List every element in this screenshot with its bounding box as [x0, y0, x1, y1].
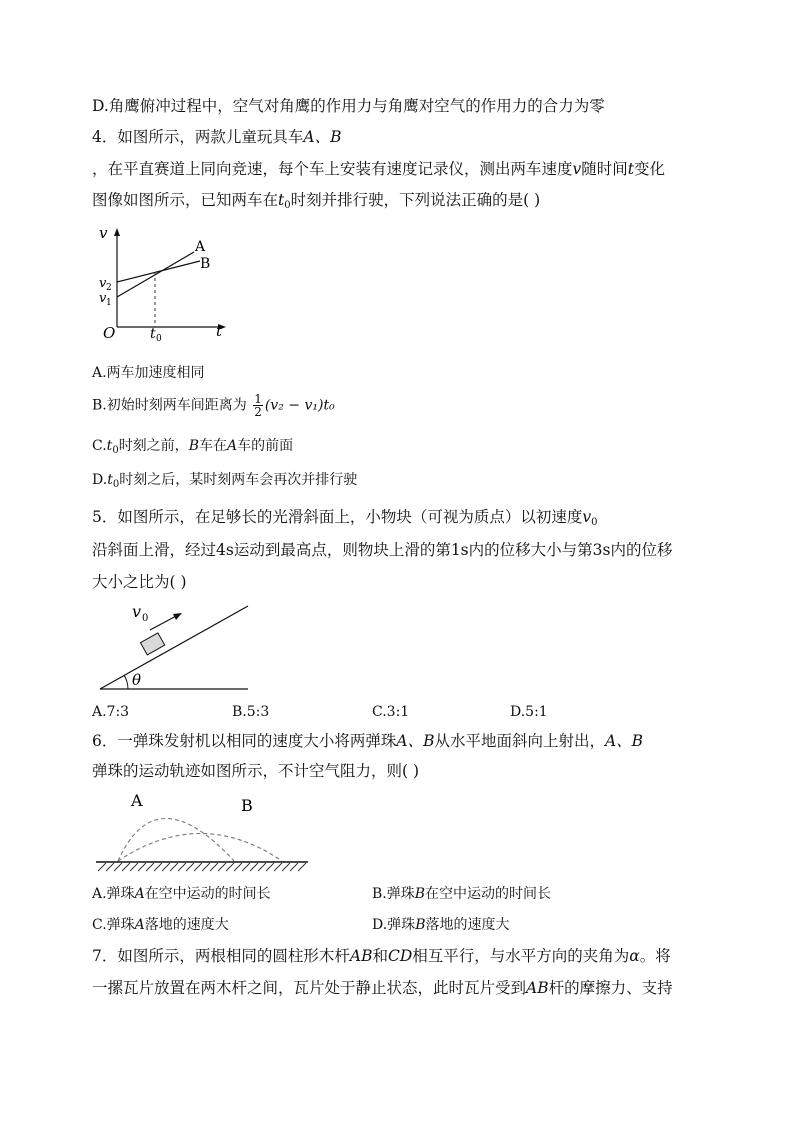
q5-stem-line1: [92, 507, 598, 533]
option-text: C.弹珠: [92, 917, 135, 933]
origin-label: O: [103, 324, 116, 342]
frac-num: 1: [254, 392, 262, 406]
t0-label: t: [150, 326, 156, 342]
v2-label: v: [99, 276, 107, 291]
q7-stem-line1: [92, 946, 671, 966]
q4-vars: A、B: [303, 128, 342, 146]
q7-var: AB: [526, 979, 549, 997]
q4-text: ，在平直赛道上同向竞速，每个车上安装有速度记录仪，测出两车速度: [92, 160, 573, 178]
option-text: 车在: [198, 438, 227, 454]
option-text: D.弹珠: [372, 917, 416, 933]
q6-trajectory-figure: [96, 786, 310, 876]
q4-var-t0: t: [278, 191, 285, 209]
theta-label: θ: [132, 671, 142, 689]
q4-option-a: A.两车加速度相同: [92, 365, 205, 381]
q5-text: 5．如图所示，在足够长的光滑斜面上，小物块（可视为质点）以初速度: [92, 508, 583, 526]
q4-text: 变化: [634, 160, 666, 178]
option-text: C.: [92, 438, 107, 454]
q4-option-c: [92, 436, 293, 461]
v-axis-arrow-icon: [114, 228, 120, 236]
ground-hatch: [98, 863, 306, 871]
sub: 0: [112, 445, 119, 456]
option-text: B.初始时刻两车间距离为: [92, 397, 247, 414]
var: B: [415, 917, 426, 933]
frac-den: 2: [254, 405, 262, 419]
q4-option-b: [92, 393, 335, 418]
q4-stem-line1: [92, 127, 341, 147]
q7-stem-line2: [92, 978, 673, 998]
q4-text: 随时间: [581, 160, 628, 178]
velocity-arrow: [150, 615, 178, 630]
sub: 0: [591, 517, 598, 528]
q6-vars: A、B: [396, 732, 435, 750]
option-text: 车的前面: [237, 438, 294, 454]
q5-stem-line3: 大小之比为( ): [92, 573, 187, 591]
q5-option-d: D.5:1: [510, 704, 548, 720]
q5-option-a: A.7:3: [92, 704, 130, 720]
v1-sub: 1: [106, 298, 112, 308]
var: A: [134, 886, 145, 902]
q6-text: 从水平地面斜向上射出，: [434, 732, 605, 750]
option-text: 时刻之后，某时刻两车会再次并排行驶: [119, 472, 358, 488]
var-t: t: [107, 472, 113, 488]
incline-line: [100, 606, 248, 689]
q4-stem-line2: [92, 159, 665, 179]
q5-option-c: C.3:1: [372, 704, 410, 720]
var: A: [134, 917, 145, 933]
option-text: B.弹珠: [372, 886, 415, 902]
var-a: A: [226, 438, 238, 454]
q4-stem-text: 4．如图所示，两款儿童玩具车: [92, 128, 304, 146]
q6-vars: A、B: [604, 732, 644, 750]
block: [140, 633, 164, 655]
q6-stem-line1: [92, 731, 643, 751]
q4-sub: 0: [284, 200, 291, 211]
axis-v-label: v: [99, 224, 108, 242]
q4-text: 时刻并排行驶，下列说法正确的是( ): [290, 191, 541, 209]
q4-stem-line3: [92, 190, 540, 216]
sub: 0: [112, 479, 120, 490]
q7-var: AB: [349, 947, 373, 965]
angle-arc: [124, 675, 128, 689]
option-text: 落地的速度大: [144, 917, 229, 933]
option-text: A.弹珠: [92, 886, 135, 902]
q3-option-d: D.角鹰俯冲过程中，空气对角鹰的作用力与角鹰对空气的作用力的合力为零: [92, 97, 605, 115]
var-b: B: [188, 438, 199, 454]
q4-vt-graph: [92, 222, 242, 342]
q6-text: 6．一弹珠发射机以相同的速度大小将两弹珠: [92, 732, 397, 750]
q7-text: 杆的摩擦力、支持: [548, 979, 673, 997]
v0-sub: 0: [142, 613, 149, 624]
option-expr: (v₂ − v₁)t₀: [264, 397, 335, 414]
q4-option-d: [92, 470, 357, 495]
v2-sub: 2: [106, 283, 112, 293]
q4-text: 图像如图所示，已知两车在: [92, 191, 279, 209]
q6-option-a: [92, 884, 271, 904]
q5-stem-line2: 沿斜面上滑，经过4s运动到最高点，则物块上滑的第1s内的位移大小与第3s内的位移: [92, 541, 673, 559]
trajectory-a: [118, 819, 234, 862]
q4-var-v: v: [572, 160, 582, 178]
var-t: t: [106, 438, 113, 454]
q6-option-c: [92, 915, 229, 935]
q5-option-b: B.5:3: [232, 704, 270, 720]
q7-text: 相互平行，与水平方向的夹角为: [412, 947, 630, 965]
option-text: 落地的速度大: [425, 917, 510, 933]
q4-var-t: t: [627, 160, 635, 178]
q7-text: 和: [372, 947, 388, 965]
q7-var: α: [629, 947, 640, 965]
q7-var: CD: [387, 947, 413, 965]
v0-label: v: [132, 602, 142, 621]
trajectory-a-label: A: [131, 791, 143, 810]
line-a-label: A: [195, 239, 206, 255]
trajectory-b: [118, 834, 282, 862]
var: B: [414, 886, 426, 902]
fraction-half: [253, 393, 263, 418]
q6-stem-line2: 弹珠的运动轨迹如图所示，不计空气阻力，则( ): [92, 762, 420, 780]
option-text: 时刻之前，: [118, 438, 189, 454]
line-b-label: B: [200, 256, 211, 272]
axis-t-label: t: [216, 322, 223, 340]
option-text: D.: [92, 472, 108, 488]
q7-text: 7．如图所示，两根相同的圆柱形木杆: [92, 947, 350, 965]
t0-sub: 0: [156, 334, 162, 344]
velocity-arrowhead-icon: [173, 613, 182, 620]
line-b: [117, 261, 200, 282]
q6-option-b: [372, 884, 551, 904]
q7-text: 一摞瓦片放置在两木杆之间，瓦片处于静止状态，此时瓦片受到: [92, 979, 527, 997]
q6-option-d: [372, 915, 509, 935]
option-text: 在空中运动的时间长: [144, 886, 271, 902]
q5-incline-figure: [98, 602, 258, 694]
v1-label: v: [99, 291, 107, 306]
option-text: 在空中运动的时间长: [425, 886, 552, 902]
trajectory-b-label: B: [241, 796, 253, 815]
q7-text: 。将: [639, 947, 671, 965]
q5-var-v0: v: [582, 508, 592, 526]
